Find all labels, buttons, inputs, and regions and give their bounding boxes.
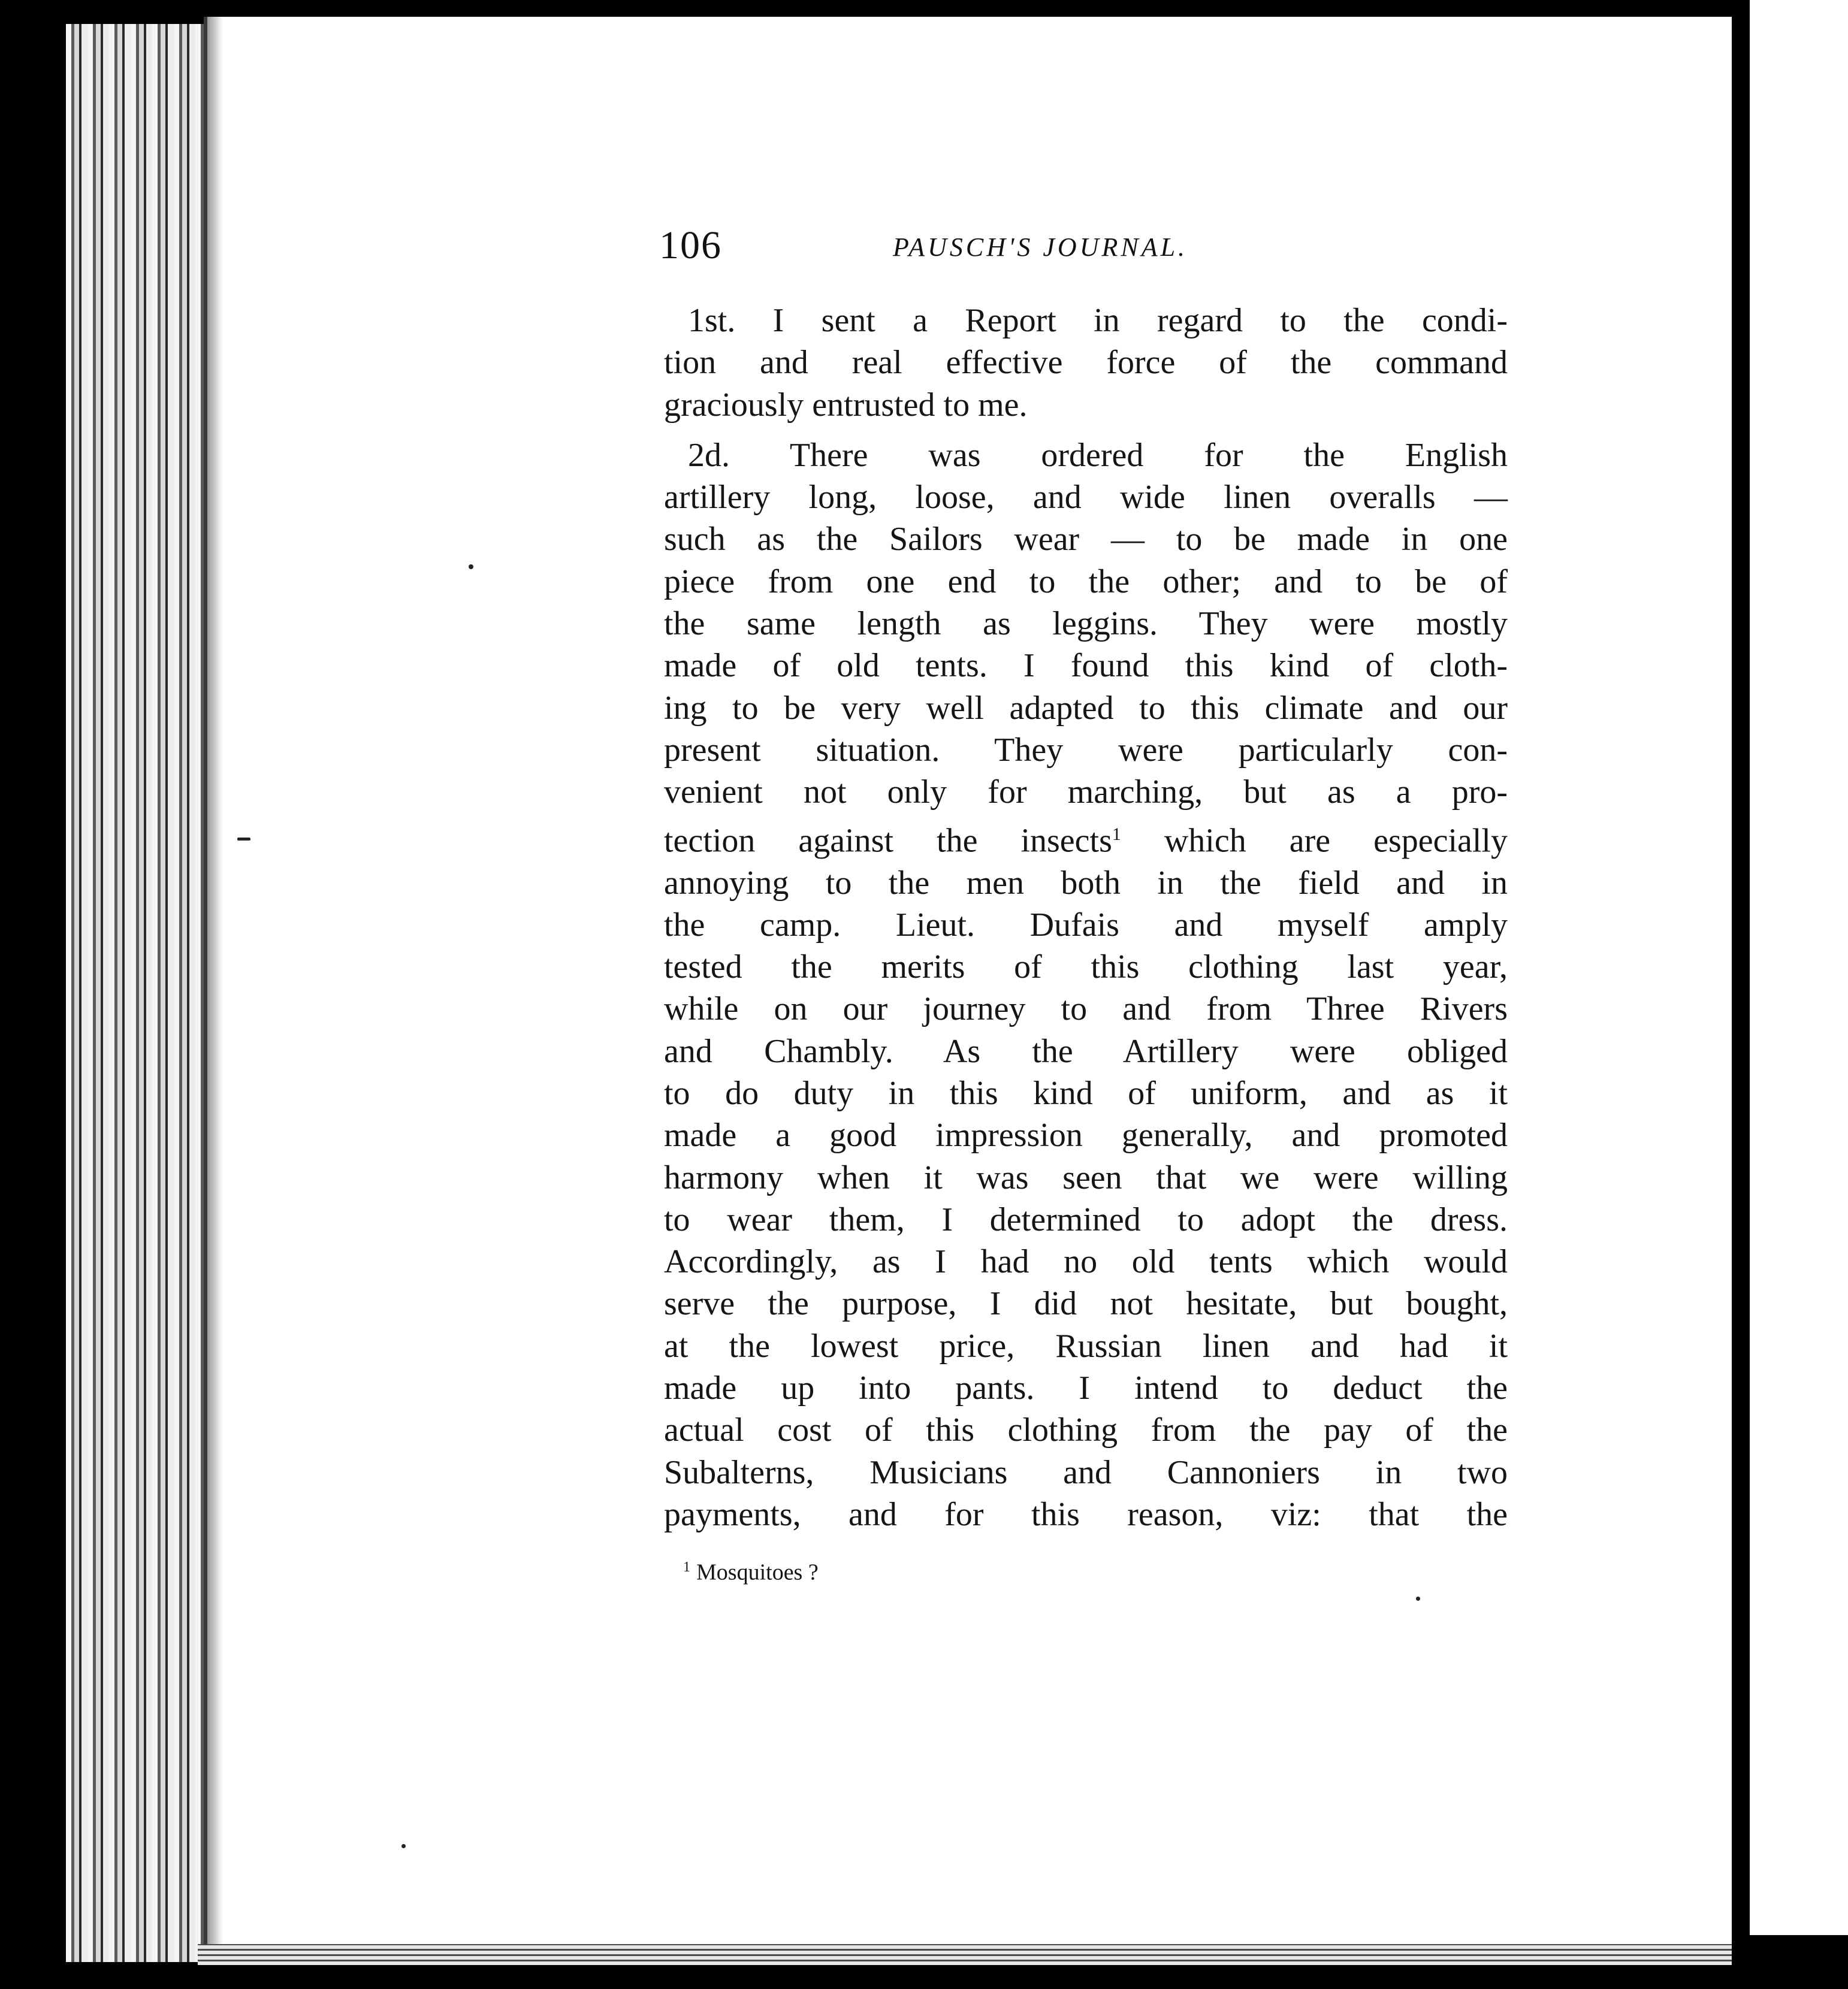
text-line: 2d. There was ordered for the English xyxy=(688,436,1508,474)
scan-speck xyxy=(237,838,250,841)
text-line-with-footnote-ref xyxy=(664,814,1508,862)
text-line: while on our journey to and from Three Rivers xyxy=(664,990,1508,1028)
text-line: at the lowest price, Russian linen and had it xyxy=(664,1327,1508,1365)
footnote-marker: 1 xyxy=(683,1559,690,1575)
footnote xyxy=(683,1552,819,1588)
text-line: harmony when it was seen that we were willing xyxy=(664,1159,1508,1196)
text-line: ing to be very well adapted to this climate and our xyxy=(664,689,1508,727)
text-line: and Chambly. As the Artillery were obliged xyxy=(664,1032,1508,1070)
text-line: artillery long, loose, and wide linen overalls — xyxy=(664,479,1508,516)
footnote-reference: 1 xyxy=(1112,824,1121,844)
scan-border-right xyxy=(1732,0,1750,1989)
text-line: actual cost of this clothing from the pay of the xyxy=(664,1411,1508,1449)
book-bottom-edges xyxy=(198,1944,1750,1965)
paragraph-first xyxy=(664,300,1508,426)
text-line: Accordingly, as I had no old tents which would xyxy=(664,1243,1508,1281)
text-line: 1st. I sent a Report in regard to the condi- xyxy=(688,302,1508,339)
scan-border-bottom-right xyxy=(1750,1935,1848,1989)
text-line: Subalterns, Musicians and Cannoniers in two xyxy=(664,1453,1508,1491)
text-line: present situation. They were particularly con- xyxy=(664,731,1508,769)
text-segment: which are especially xyxy=(1121,822,1508,860)
text-line: made a good impression generally, and promoted xyxy=(664,1117,1508,1154)
facing-page-strip xyxy=(1750,0,1848,1935)
text-line: such as the Sailors wear — to be made in one xyxy=(664,521,1508,558)
paragraph-second xyxy=(664,434,1508,1535)
text-line: piece from one end to the other; and to be of xyxy=(664,563,1508,600)
text-line: the camp. Lieut. Dufais and myself amply xyxy=(664,906,1508,944)
text-line: annoying to the men both in the field and in xyxy=(664,864,1508,902)
text-line: made of old tents. I found this kind of cloth- xyxy=(664,647,1508,685)
scan-speck xyxy=(401,1844,406,1848)
text-line: the same length as leggins. They were mostly xyxy=(664,605,1508,643)
text-line: venient not only for marching, but as a pro- xyxy=(664,773,1508,811)
running-title: PAUSCH'S JOURNAL. xyxy=(893,232,1188,262)
page-number: 106 xyxy=(659,223,722,267)
text-line: serve the purpose, I did not hesitate, but bought, xyxy=(664,1285,1508,1323)
scan-speck xyxy=(1416,1597,1420,1601)
text-line: to wear them, I determined to adopt the dress. xyxy=(664,1201,1508,1238)
text-line: tested the merits of this clothing last year, xyxy=(664,948,1508,986)
book-page-edges xyxy=(66,24,216,1962)
text-line: to do duty in this kind of uniform, and as it xyxy=(664,1075,1508,1112)
footnote-text: Mosquitoes ? xyxy=(696,1559,819,1585)
body-text xyxy=(664,300,1508,1535)
gutter-shadow xyxy=(207,17,223,1952)
text-segment: tection against the insects xyxy=(664,822,1112,860)
running-head xyxy=(659,219,1498,273)
text-line: made up into pants. I intend to deduct the xyxy=(664,1370,1508,1407)
text-line: payments, and for this reason, viz: that the xyxy=(664,1495,1508,1533)
text-line: tion and real effective force of the command xyxy=(664,344,1508,382)
scan-speck xyxy=(469,564,473,569)
text-line: graciously entrusted to me. xyxy=(664,386,1028,424)
